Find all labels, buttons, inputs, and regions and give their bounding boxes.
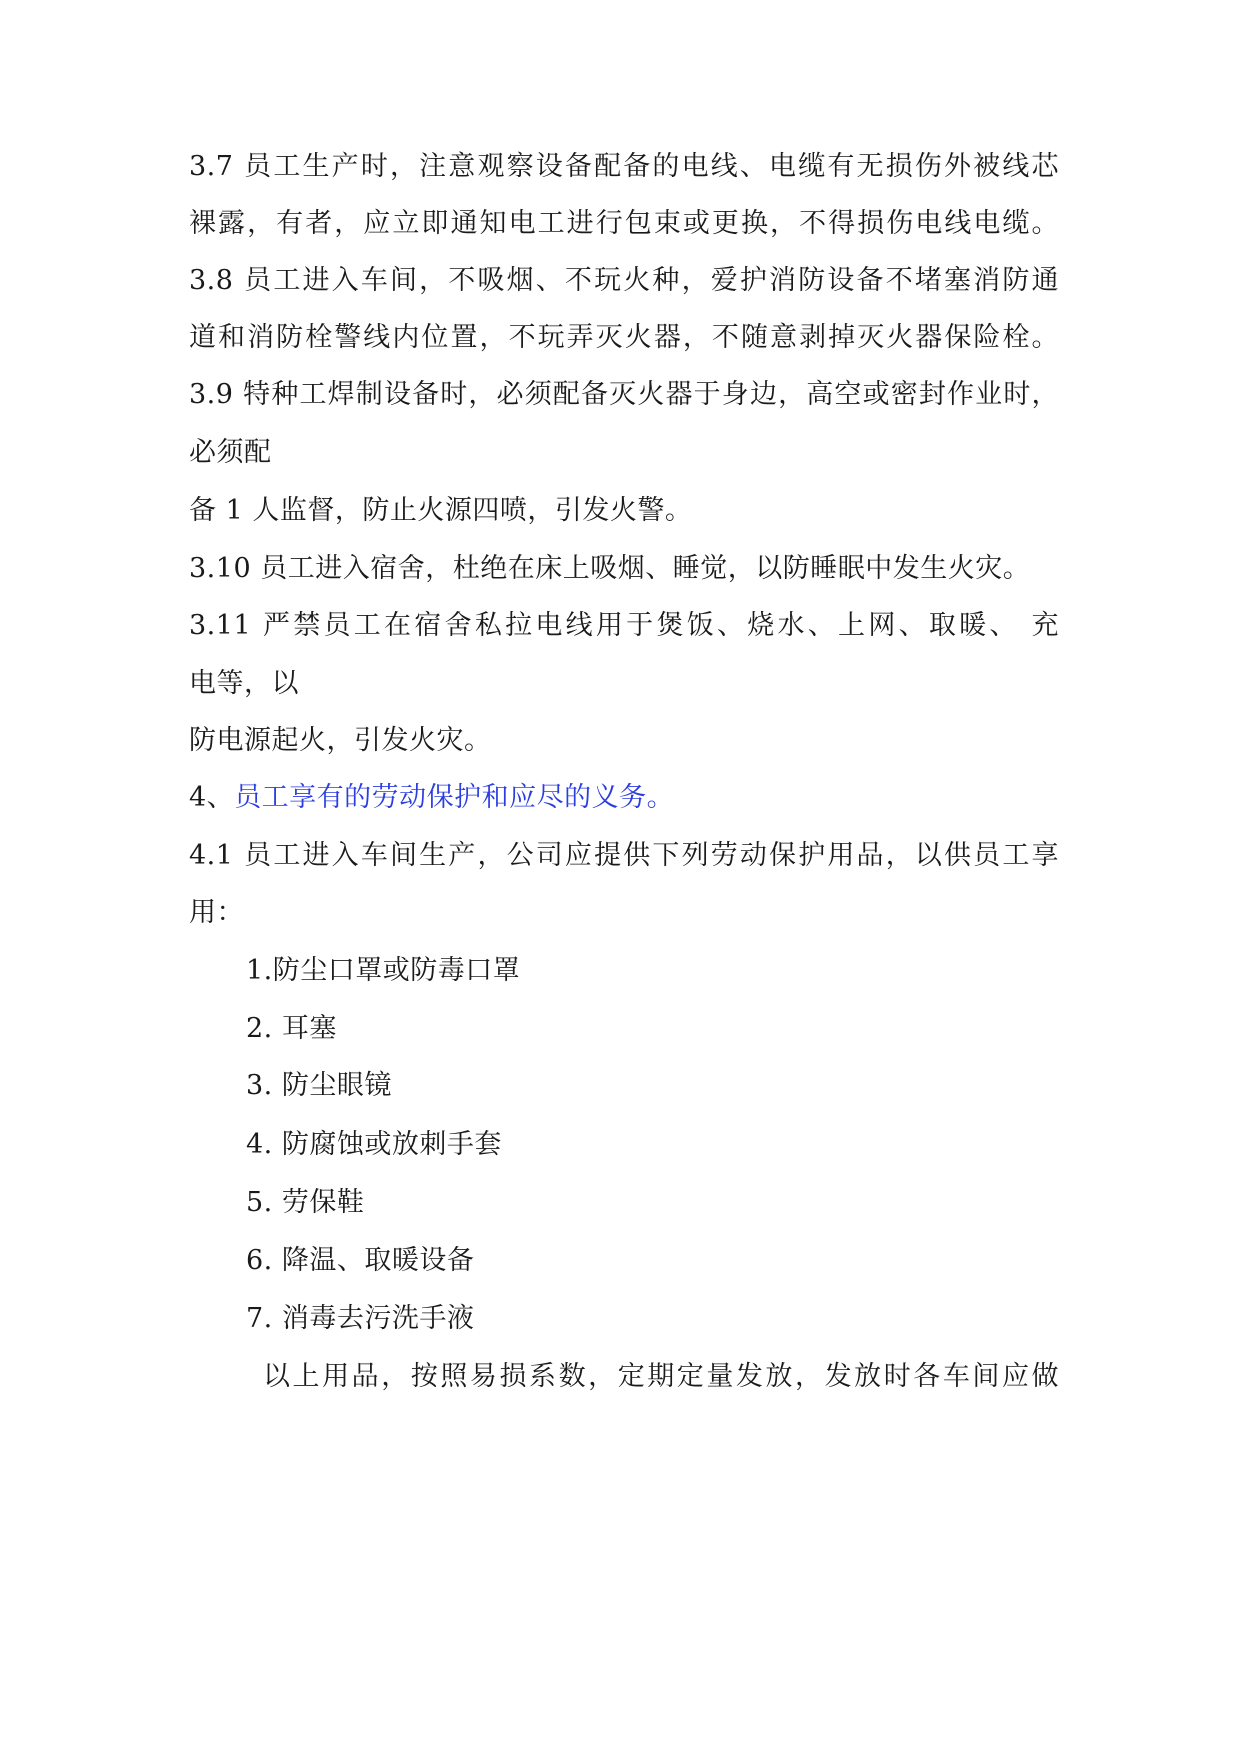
list-item: 5. 劳保鞋 xyxy=(246,1187,365,1218)
paragraph-line: 4.1 员工进入车间生产，公司应提供下列劳动保护用品，以供员工享 xyxy=(189,840,1059,871)
list-item: 2. 耳塞 xyxy=(246,1013,337,1044)
list-item: 6. 降温、取暖设备 xyxy=(246,1245,475,1276)
paragraph-line: 3.7 员工生产时，注意观察设备配备的电线、电缆有无损伤外被线芯 xyxy=(189,151,1059,182)
paragraph-line: 以上用品，按照易损系数，定期定量发放，发放时各车间应做 xyxy=(263,1361,1059,1392)
paragraph-line: 必须配 xyxy=(189,437,272,468)
paragraph-line: 防电源起火，引发火灾。 xyxy=(189,725,492,756)
list-item: 3. 防尘眼镜 xyxy=(246,1070,392,1101)
paragraph-line: 道和消防栓警线内位置，不玩弄灭火器，不随意剥掉灭火器保险栓。 xyxy=(189,322,1059,353)
list-item: 4. 防腐蚀或放刺手套 xyxy=(246,1129,502,1160)
paragraph-line: 备 1 人监督，防止火源四喷，引发火警。 xyxy=(189,495,693,526)
section-title: 员工享有的劳动保护和应尽的义务。 xyxy=(234,782,675,813)
paragraph-line: 裸露，有者，应立即通知电工进行包束或更换，不得损伤电线电缆。 xyxy=(189,208,1059,239)
section-heading xyxy=(189,781,1059,815)
paragraph-line: 电等，以 xyxy=(189,668,299,699)
list-item: 7. 消毒去污洗手液 xyxy=(246,1303,475,1334)
paragraph-line: 用： xyxy=(189,897,244,928)
paragraph-line: 3.11 严禁员工在宿舍私拉电线用于煲饭、烧水、上网、取暖、 充 xyxy=(189,610,1059,641)
paragraph-line: 3.8 员工进入车间，不吸烟、不玩火种，爱护消防设备不堵塞消防通 xyxy=(189,265,1059,296)
paragraph-line: 3.9 特种工焊制设备时，必须配备灭火器于身边，高空或密封作业时， xyxy=(189,379,1059,410)
section-number: 4、 xyxy=(189,782,235,813)
list-item: 1.防尘口罩或防毒口罩 xyxy=(246,955,521,986)
paragraph-line: 3.10 员工进入宿舍，杜绝在床上吸烟、睡觉，以防睡眠中发生火灾。 xyxy=(189,553,1031,584)
